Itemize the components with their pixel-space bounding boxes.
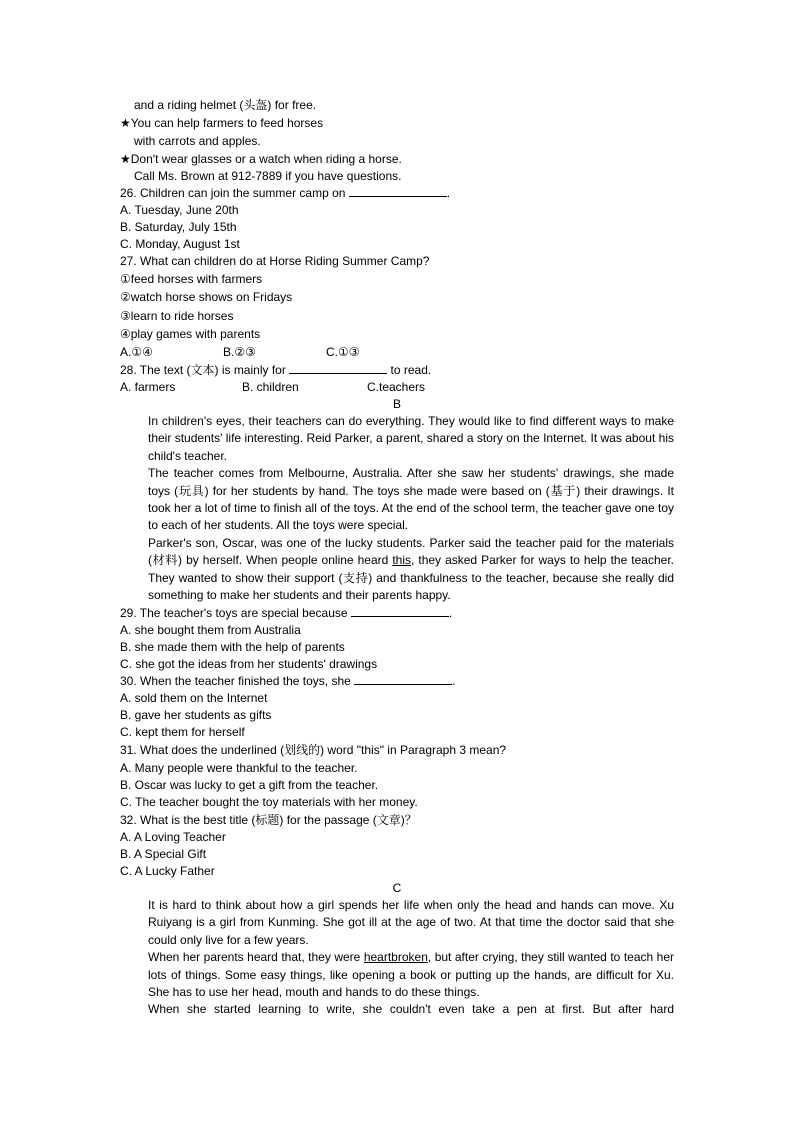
- ad-line: with carrots and apples.: [134, 134, 261, 148]
- question-end: to read.: [390, 363, 432, 377]
- paragraph: In children's eyes, their teachers can do everything. They would like to find different ways to make their students' life interesting. Reid Parker, a parent, shared a story on the Internet. It was about his child's teacher.: [148, 414, 674, 463]
- question-26: [120, 185, 450, 202]
- question-stem: 28. The text (文本) is mainly for: [120, 363, 286, 377]
- choice-item: ①feed horses with farmers: [120, 272, 263, 286]
- question-30: [120, 673, 456, 690]
- option: B.②③: [223, 345, 256, 359]
- option: C.①③: [326, 345, 360, 359]
- section-heading-c: C: [392, 881, 402, 895]
- question-end: .: [446, 186, 451, 200]
- underlined-word: this: [392, 553, 412, 568]
- question-end: .: [448, 606, 453, 620]
- option: A. farmers: [120, 380, 176, 394]
- question-end: .: [452, 674, 456, 688]
- passage-b: [120, 413, 674, 604]
- options-row: [120, 344, 360, 361]
- option: B. gave her students as gifts: [120, 708, 272, 722]
- option: A. A Loving Teacher: [120, 830, 226, 844]
- option: B. she made them with the help of parents: [120, 640, 345, 654]
- paragraph-text: , but after crying, they still wanted to teach her lots of things. Some easy things, like opening a book or putting up the hands, are difficult for Xu. She has to use her head, mouth and hands to do these things.: [148, 950, 674, 1000]
- option: A. Many people were thankful to the teacher.: [120, 761, 358, 775]
- option: B. A Special Gift: [120, 847, 207, 861]
- option: A.①④: [120, 345, 153, 359]
- option: C. she got the ideas from her students' drawings: [120, 657, 378, 671]
- paragraph: It is hard to think about how a girl spends her life when only the head and hands can move. Xu Ruiyang is a girl from Kunming. She got ill at the age of two. At that time the doctor said that she could only live for a few years.: [148, 898, 674, 947]
- paragraph-text: , they asked Parker for ways to help the teacher. They wanted to show their support (支持) and thankfulness to the teacher, because she really did something to make her students and their parents happy.: [148, 553, 674, 603]
- passage-c: [120, 897, 674, 1019]
- option: B. Saturday, July 15th: [120, 220, 237, 234]
- option: C. Monday, August 1st: [120, 237, 240, 251]
- question-32-stem: 32. What is the best title (标题) for the passage (文章)？: [120, 813, 417, 827]
- choice-item: ②watch horse shows on Fridays: [120, 290, 293, 304]
- question-stem: 29. The teacher's toys are special because: [120, 606, 348, 620]
- option: C. The teacher bought the toy materials with her money.: [120, 795, 418, 809]
- option: C. A Lucky Father: [120, 864, 215, 878]
- answer-blank: [351, 605, 449, 617]
- ad-line: and a riding helmet (头盔) for free.: [134, 98, 317, 112]
- option: A. sold them on the Internet: [120, 691, 268, 705]
- option: B. children: [242, 380, 299, 394]
- ad-line: Call Ms. Brown at 912-7889 if you have questions.: [134, 169, 402, 183]
- question-stem: 30. When the teacher finished the toys, she: [120, 674, 351, 688]
- paragraph: When she started learning to write, she couldn't even take a pen at first. But after hard: [148, 1002, 674, 1017]
- ad-line: ★Don't wear glasses or a watch when riding a horse.: [120, 152, 402, 166]
- option: A. she bought them from Australia: [120, 623, 301, 637]
- option: A. Tuesday, June 20th: [120, 203, 239, 217]
- question-28: [120, 362, 431, 379]
- ad-line: ★You can help farmers to feed horses: [120, 116, 324, 130]
- paragraph: [120, 949, 674, 1001]
- section-heading-b: B: [392, 397, 401, 411]
- choice-item: ③learn to ride horses: [120, 309, 234, 323]
- underlined-word: heartbroken: [363, 950, 428, 965]
- answer-blank: [354, 673, 452, 685]
- option: C. kept them for herself: [120, 725, 245, 739]
- paragraph: [120, 535, 674, 605]
- option: B. Oscar was lucky to get a gift from the teacher.: [120, 778, 379, 792]
- answer-blank: [349, 185, 447, 197]
- option: C.teachers: [367, 380, 426, 394]
- question-29: [120, 605, 452, 622]
- question-stem: 26. Children can join the summer camp on: [120, 186, 346, 200]
- paragraph-text: Parker's son, Oscar, was one of the lucky students. Parker said the teacher paid for the materials (材料) by herself. When people online heard: [148, 535, 674, 568]
- options-row: [120, 379, 425, 396]
- question-27-stem: 27. What can children do at Horse Riding Summer Camp?: [120, 254, 430, 268]
- choice-item: ④play games with parents: [120, 327, 261, 341]
- answer-blank: [289, 362, 387, 374]
- paragraph: The teacher comes from Melbourne, Australia. After she saw her students' drawings, she made toys (玩具) for her students by hand. The toys she made were based on (基于) their drawings. It took her a lot of time to finish all of the toys. At the end of the school term, the teacher gave one toy to each of her students. All the toys were special.: [148, 466, 674, 533]
- paragraph-text: When her parents heard that, they were: [148, 950, 364, 965]
- question-31-stem: 31. What does the underlined (划线的) word "this" in Paragraph 3 mean?: [120, 743, 507, 757]
